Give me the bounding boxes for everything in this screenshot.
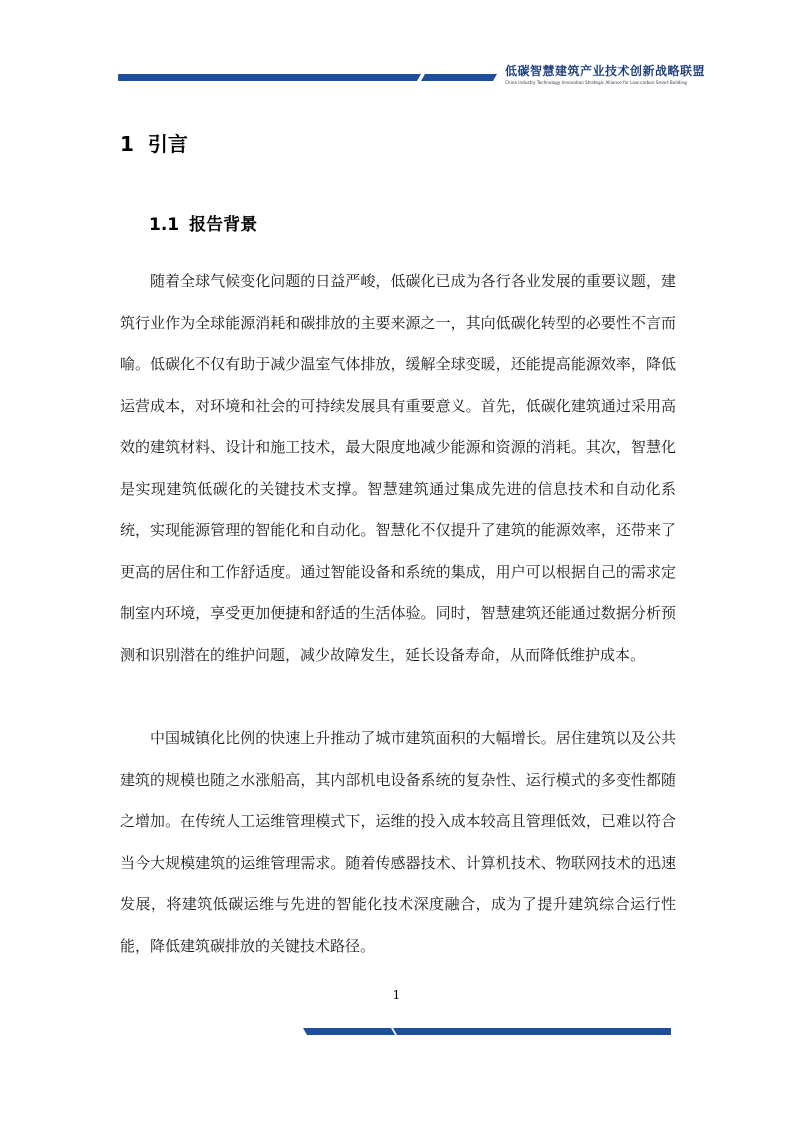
section-number: 1.1 <box>149 215 180 235</box>
body-paragraph-2: 中国城镇化比例的快速上升推动了城市建筑面积的大幅增长。居住建筑以及公共建筑的规模也随之水涨船高，其内部机电设备系统的复杂性、运行模式的多变性都随之增加。在传统人工运维管理模式下，运维的投入成本较高且管理低效，已难以符合当今大规模建筑的运维管理需求。随着传感器技术、计算机技术、物联网技术的迅速发展，将建筑低碳运维与先进的智能化技术深度融合，成为了提升建筑综合运行性能，降低建筑碳排放的关键技术路径。 <box>120 729 676 955</box>
header-stripe-right <box>421 74 497 81</box>
footer-stripe-right <box>403 1028 671 1035</box>
body-paragraph-1: 随着全球气候变化问题的日益严峻，低碳化已成为各行各业发展的重要议题，建筑行业作为全球能源消耗和碳排放的主要来源之一，其向低碳化转型的必要性不言而喻。低碳化不仅有助于减少温室气体排放，缓解全球变暖，还能提高能源效率，降低运营成本，对环境和社会的可持续发展具有重要意义。首先，低碳化建筑通过采用高效的建筑材料、设计和施工技术，最大限度地减少能源和资源的消耗。其次，智慧化是实现建筑低碳化的关键技术支撑。智慧建筑通过集成先进的信息技术和自动化系统，实现能源管理的智能化和自动化。智慧化不仅提升了建筑的能源效率，还带来了更高的居住和工作舒适度。通过智能设备和系统的集成，用户可以根据自己的需求定制室内环境，享受更加便捷和舒适的生活体验。同时，智慧建筑还能通过数据分析预测和识别潜在的维护问题，减少故障发生，延长设备寿命，从而降低维护成本。 <box>120 272 676 664</box>
footer-stripe-left <box>303 1028 395 1035</box>
chapter-number: 1 <box>120 132 134 156</box>
header-stripe-mid <box>403 74 421 81</box>
header-org-name: 低碳智慧建筑产业技术创新战略联盟 <box>505 64 706 78</box>
section-heading <box>149 210 257 235</box>
chapter-title-text: 引言 <box>147 132 188 156</box>
page-number: 1 <box>392 988 401 1002</box>
chapter-heading <box>120 128 188 157</box>
header-stripe-left <box>118 74 412 81</box>
section-title-text: 报告背景 <box>189 215 258 235</box>
header-org-name-en: China Industry Technology Innovation Strategic Alliance for Low-carbon Smart Building <box>505 80 687 85</box>
